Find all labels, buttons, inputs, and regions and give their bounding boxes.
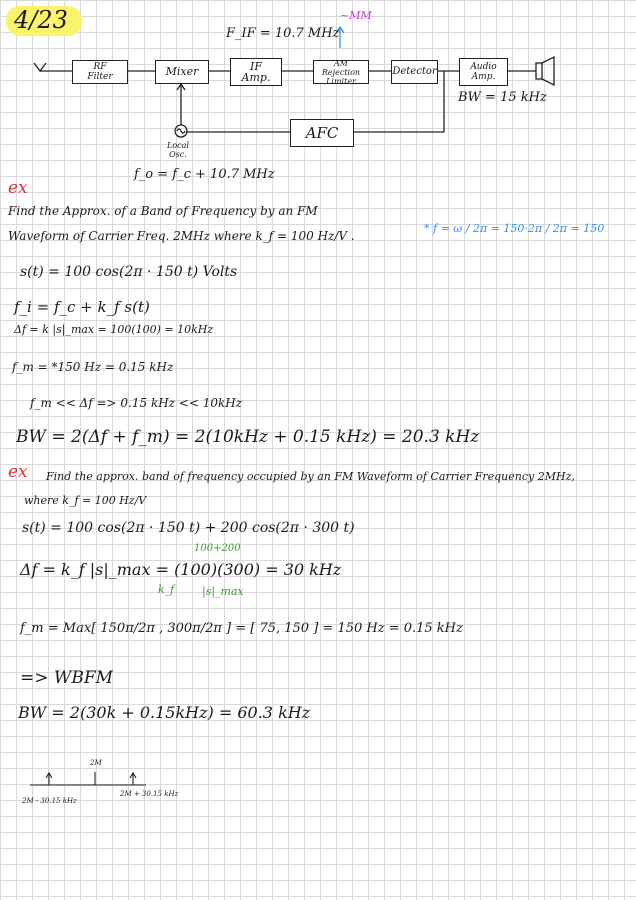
example2-problem-line-1: Find the approx. band of frequency occupied by an FM Waveform of Carrier Frequency 2MHz, bbox=[46, 470, 575, 483]
if-amp-label-2: Amp. bbox=[241, 71, 271, 84]
am-limiter-label-2: Limiter bbox=[326, 76, 356, 86]
f-if-label: F_IF = 10.7 MHz bbox=[226, 26, 340, 41]
example2-kf-note: k_f bbox=[158, 583, 175, 596]
example2-fm: f_m = Max[ 150π/2π , 300π/2π ] = [ 75, 150 ] = 150 Hz = 0.15 kHz bbox=[20, 621, 463, 636]
bw-audio-label: BW = 15 kHz bbox=[458, 90, 547, 105]
audio-amp-label-2: Amp. bbox=[471, 72, 496, 82]
example2-wbfm: => WBFM bbox=[20, 668, 114, 688]
afc-label: AFC bbox=[305, 124, 339, 142]
example2-signal: s(t) = 100 cos(2π · 150 t) + 200 cos(2π · 300 t) bbox=[22, 520, 355, 536]
example1-fi: f_i = f_c + k_f s(t) bbox=[14, 298, 150, 316]
example2-marker: ex bbox=[8, 462, 28, 482]
example1-delta-f: Δf = k |s|_max = 100(100) = 10kHz bbox=[14, 323, 214, 336]
local-osc-label-1: Local bbox=[167, 141, 189, 150]
example1-fm: f_m = *150 Hz = 0.15 kHz bbox=[12, 360, 174, 374]
example1-side-note: * f = ω / 2π = 150·2π / 2π = 150 bbox=[424, 222, 605, 235]
if-amp-label-1: IF bbox=[250, 60, 262, 73]
audio-amp-label-1: Audio bbox=[470, 62, 497, 72]
example1-compare: f_m << Δf => 0.15 kHz << 10kHz bbox=[30, 396, 243, 410]
example1-problem-line-2: Waveform of Carrier Freq. 2MHz where k_f = 100 Hz/V . bbox=[8, 229, 355, 243]
example2-bw: BW = 2(30k + 0.15kHz) = 60.3 kHz bbox=[18, 703, 311, 722]
example2-problem-line-2: where k_f = 100 Hz/V bbox=[24, 494, 147, 507]
example2-delta-f: Δf = k_f |s|_max = (100)(300) = 30 kHz bbox=[20, 560, 342, 579]
example1-marker: ex bbox=[8, 178, 28, 198]
example2-sum-note: 100+200 bbox=[194, 543, 241, 554]
spectrum-right-label: 2M + 30.15 kHz bbox=[120, 790, 179, 798]
noise-label: ~MM bbox=[340, 9, 372, 22]
example2-smax-note: |s|_max bbox=[202, 585, 244, 598]
am-limiter-label-1: AM Rejection bbox=[321, 58, 361, 77]
rf-filter-label-1: RF bbox=[93, 62, 107, 72]
spectrum-left-label: 2M - 30.15 kHz bbox=[22, 797, 77, 805]
mixer-label: Mixer bbox=[165, 65, 199, 78]
example1-bw: BW = 2(Δf + f_m) = 2(10kHz + 0.15 kHz) = 20.3 kHz bbox=[16, 427, 480, 447]
example1-signal: s(t) = 100 cos(2π · 150 t) Volts bbox=[20, 264, 238, 280]
local-osc-label-2: Osc. bbox=[169, 150, 187, 159]
fo-label: f_o = f_c + 10.7 MHz bbox=[134, 167, 275, 182]
rf-filter-label-2: Filter bbox=[87, 72, 113, 82]
date-label: 4/23 bbox=[14, 6, 68, 34]
detector-label: Detector bbox=[392, 66, 437, 77]
example1-problem-line-1: Find the Approx. of a Band of Frequency by an FM bbox=[8, 204, 318, 218]
spectrum-center-label: 2M bbox=[90, 759, 102, 767]
